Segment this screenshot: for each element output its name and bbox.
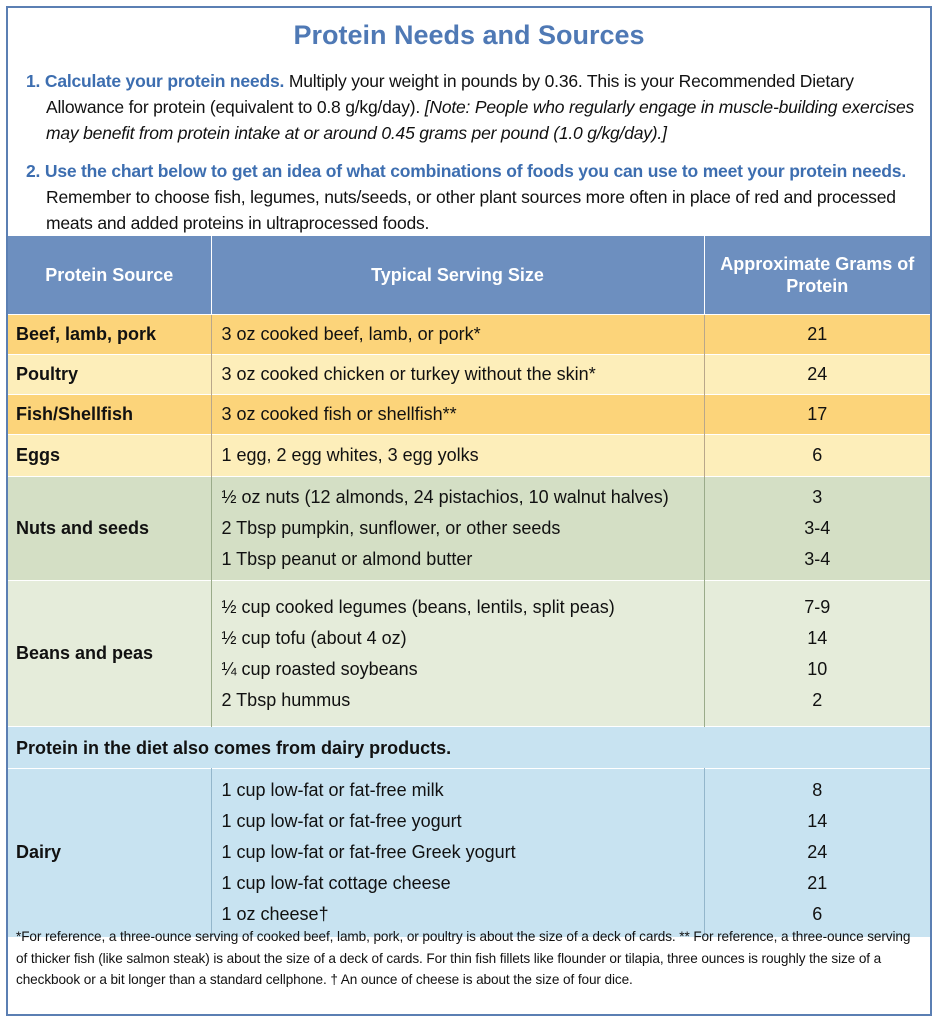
grams-line: 14 xyxy=(807,811,828,832)
row-grams: 6 xyxy=(704,435,930,477)
row-grams: 24 xyxy=(704,355,930,395)
serving-line: ½ cup tofu (about 4 oz) xyxy=(221,627,407,648)
row-servings xyxy=(211,769,704,937)
grams-line: 7-9 xyxy=(804,596,831,617)
grams-line: 2 xyxy=(812,689,823,710)
grams-line: 21 xyxy=(807,873,828,894)
header-serving-size: Typical Serving Size xyxy=(211,236,704,315)
serving-line: 1 cup low-fat or fat-free yogurt xyxy=(221,811,462,832)
step-1-text: Multiply your weight in pounds by 0.36. This is your Recommended Dietary Allowance for protein (equivalent to 0.8 g/kg/day). xyxy=(46,71,854,117)
row-serving: 3 oz cooked fish or shellfish** xyxy=(211,395,704,435)
row-grams: 17 xyxy=(704,395,930,435)
row-servings xyxy=(211,581,704,727)
footnote: *For reference, a three-ounce serving of cooked beef, lamb, pork, or poultry is about the size of a deck of cards. ** For reference, a three-ounce serving of thicker fish (like salmon steak) is about the size of a deck of cards. For thin fish fillets like flounder or tilapia, three ounces is roughly the size of a checkbook or a bit longer than a standard cellphone. † An ounce of cheese is about the size of four dice. xyxy=(16,929,911,987)
row-servings xyxy=(211,477,704,581)
serving-line: 1 oz cheese† xyxy=(221,904,329,925)
row-source: Eggs xyxy=(8,435,211,477)
serving-line: 1 cup low-fat cottage cheese xyxy=(221,873,451,894)
header-grams: Approximate Grams of Protein xyxy=(704,236,930,315)
table-row xyxy=(8,435,930,477)
row-grams xyxy=(704,769,930,937)
row-serving: 3 oz cooked chicken or turkey without the skin* xyxy=(211,355,704,395)
row-grams: 21 xyxy=(704,315,930,355)
serving-line: 2 Tbsp hummus xyxy=(221,689,351,710)
row-source: Beef, lamb, pork xyxy=(8,315,211,355)
grams-line: 3-4 xyxy=(804,549,831,569)
row-source: Dairy xyxy=(8,769,211,937)
row-serving: 3 oz cooked beef, lamb, or pork* xyxy=(211,315,704,355)
table-row xyxy=(8,395,930,435)
table-row xyxy=(8,769,930,937)
step-2-lead: Use the chart below to get an idea of what combinations of foods you can use to meet your protein needs. xyxy=(44,161,906,181)
table-header-row xyxy=(8,236,930,315)
row-source: Poultry xyxy=(8,355,211,395)
card-title: Protein Needs and Sources xyxy=(293,20,645,50)
serving-line: 2 Tbsp pumpkin, sunflower, or other seeds xyxy=(221,518,561,538)
step-1 xyxy=(26,68,918,146)
step-2-text: Remember to choose fish, legumes, nuts/seeds, or other plant sources more often in place of red and processed meats and added proteins in ultraprocessed foods. xyxy=(46,187,896,233)
step-1-lead: Calculate your protein needs. xyxy=(44,71,285,91)
protein-table xyxy=(8,236,930,937)
serving-line: 1 cup low-fat or fat-free milk xyxy=(221,780,444,801)
step-2 xyxy=(26,158,918,236)
table-row xyxy=(8,355,930,395)
grams-line: 24 xyxy=(807,842,828,863)
serving-line: 1 Tbsp peanut or almond butter xyxy=(221,549,473,569)
step-1-note: [Note: People who regularly engage in muscle-building exercises may benefit from protein intake at or around 0.45 grams per pound (1.0 g/kg/day).] xyxy=(46,97,915,143)
dairy-intro: Protein in the diet also comes from dairy products. xyxy=(8,727,930,769)
serving-line: ¼ cup roasted soybeans xyxy=(221,658,418,679)
grams-line: 3 xyxy=(812,487,823,507)
step-2-number: 2. xyxy=(26,161,41,181)
header-protein-source: Protein Source xyxy=(8,236,211,315)
row-grams xyxy=(704,477,930,581)
serving-line: 1 cup low-fat or fat-free Greek yogurt xyxy=(221,842,516,863)
row-source: Fish/Shellfish xyxy=(8,395,211,435)
protein-card xyxy=(6,6,932,1016)
row-source: Nuts and seeds xyxy=(8,477,211,581)
grams-line: 3-4 xyxy=(804,518,831,538)
step-1-number: 1. xyxy=(26,71,41,91)
table-row xyxy=(8,315,930,355)
table-row xyxy=(8,581,930,727)
row-source: Beans and peas xyxy=(8,581,211,727)
serving-line: ½ oz nuts (12 almonds, 24 pistachios, 10 walnut halves) xyxy=(221,487,669,507)
grams-line: 6 xyxy=(812,904,823,925)
grams-line: 10 xyxy=(807,658,828,679)
grams-line: 14 xyxy=(807,627,828,648)
grams-line: 8 xyxy=(812,780,823,801)
row-grams xyxy=(704,581,930,727)
row-serving: 1 egg, 2 egg whites, 3 egg yolks xyxy=(211,435,704,477)
table-row xyxy=(8,477,930,581)
serving-line: ½ cup cooked legumes (beans, lentils, split peas) xyxy=(221,596,615,617)
dairy-intro-row xyxy=(8,727,930,769)
